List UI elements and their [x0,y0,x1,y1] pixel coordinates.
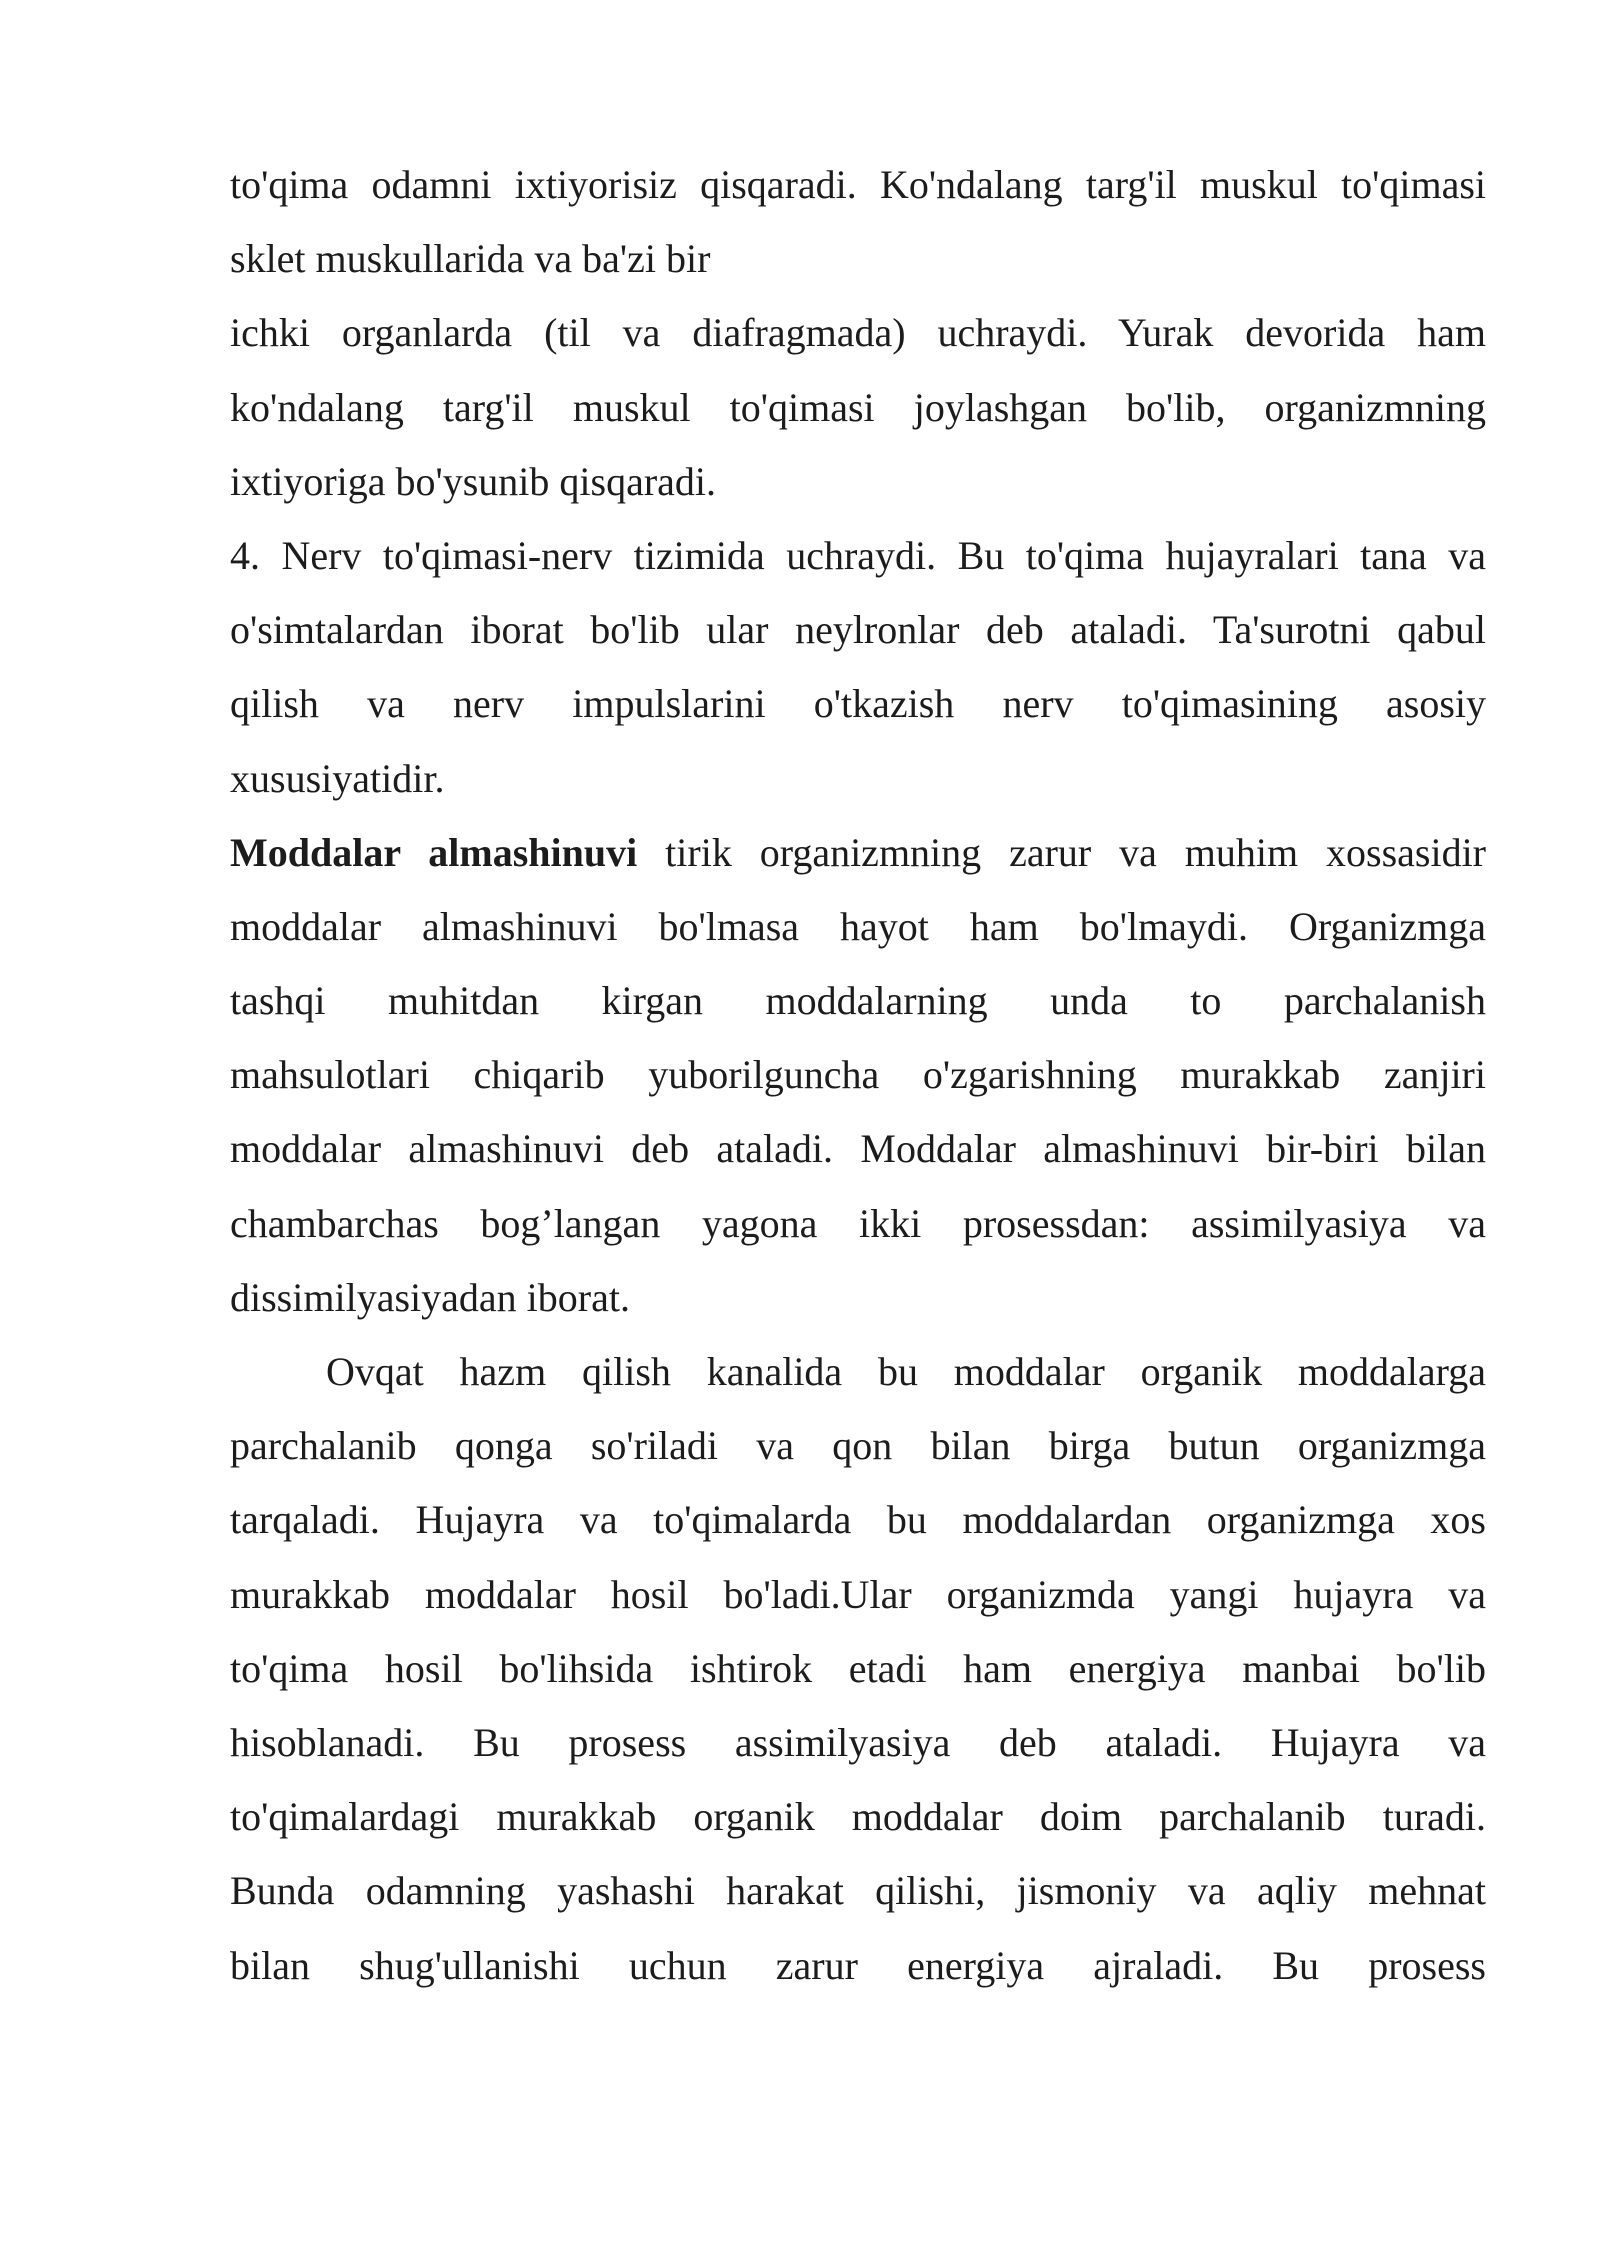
text-line [230,222,1486,296]
line-text: to'qimalardagi murakkab organik moddalar doim parchalanib turadi. [230,1794,1486,1840]
text-line [230,1854,1486,1928]
line-text: Bunda odamning yashashi harakat qilishi, jismoniy va aqliy mehnat [230,1868,1486,1914]
text-line [230,445,1486,519]
text-line [230,816,1486,890]
line-text: sklet muskullarida va ba'zi bir [230,236,711,282]
text-line [230,1780,1486,1854]
text-line [230,1483,1486,1557]
text-line [230,593,1486,667]
line-text: dissimilyasiyadan iborat. [230,1274,630,1320]
line-text: Ovqat hazm qilish kanalida bu moddalar organik moddalarga [326,1349,1486,1394]
text-line [230,667,1486,741]
text-line [230,1038,1486,1112]
text-line [230,1632,1486,1706]
paragraph [230,148,1486,296]
line-text: ixtiyoriga bo'ysunib qisqaradi. [230,458,717,504]
text-line [230,1558,1486,1632]
text-line [230,519,1486,593]
text-line [230,964,1486,1038]
text-line [230,1335,1486,1409]
line-text: tashqi muhitdan kirgan moddalarning unda to parchalanish [230,978,1486,1024]
line-text: tirik organizmning zarur va muhim xossasidir [637,829,1486,875]
paragraph [230,1335,1486,2003]
text-line [230,1112,1486,1186]
text-line [230,371,1486,445]
text-line [230,1706,1486,1780]
text-line [230,890,1486,964]
paragraph [230,816,1486,1335]
line-text: ichki organlarda (til va diafragmada) uchraydi. Yurak devorida ham [230,310,1486,356]
line-text: bilan shug'ullanishi uchun zarur energiya ajraladi. Bu prosess [230,1942,1486,1988]
document-page [230,148,1486,2003]
text-line [230,148,1486,222]
line-text: hisoblanadi. Bu prosess assimilyasiya deb ataladi. Hujayra va [230,1719,1486,1765]
line-text: ko'ndalang targ'il muskul to'qimasi joylashgan bo'lib, organizmning [230,384,1486,430]
line-text: murakkab moddalar hosil bo'ladi.Ular organizmda yangi hujayra va [230,1571,1486,1617]
text-line [230,1409,1486,1483]
line-text: chambarchas bog’langan yagona ikki prosessdan: assimilyasiya va [230,1200,1486,1246]
line-text: to'qima hosil bo'lihsida ishtirok etadi ham energiya manbai bo'lib [230,1645,1486,1691]
line-text: mahsulotlari chiqarib yuborilguncha o'zgarishning murakkab zanjiri [230,1052,1486,1098]
line-text: to'qima odamni ixtiyorisiz qisqaradi. Ko'ndalang targ'il muskul to'qimasi [230,162,1486,207]
line-text: o'simtalardan iborat bo'lib ular neylronlar deb ataladi. Ta'surotni qabul [230,607,1486,653]
paragraph [230,296,1486,519]
text-line [230,1929,1486,2003]
line-text: moddalar almashinuvi bo'lmasa hayot ham bo'lmaydi. Organizmga [230,903,1486,949]
line-text: xususiyatidir. [230,755,445,801]
line-text: qilish va nerv impulslarini o'tkazish nerv to'qimasining asosiy [230,681,1486,727]
text-line [230,296,1486,370]
text-line [230,742,1486,816]
line-text: 4. Nerv to'qimasi-nerv tizimida uchraydi. Bu to'qima hujayralari tana va [230,532,1486,578]
bold-term: Moddalar almashinuvi [230,829,638,875]
text-line [230,1187,1486,1261]
text-line [230,1261,1486,1335]
paragraph [230,519,1486,816]
line-text: parchalanib qonga so'riladi va qon bilan birga butun organizmga [230,1423,1486,1469]
line-text: tarqaladi. Hujayra va to'qimalarda bu moddalardan organizmga xos [230,1497,1486,1543]
line-text: moddalar almashinuvi deb ataladi. Moddalar almashinuvi bir-biri bilan [230,1126,1486,1172]
document-body [230,148,1486,2003]
